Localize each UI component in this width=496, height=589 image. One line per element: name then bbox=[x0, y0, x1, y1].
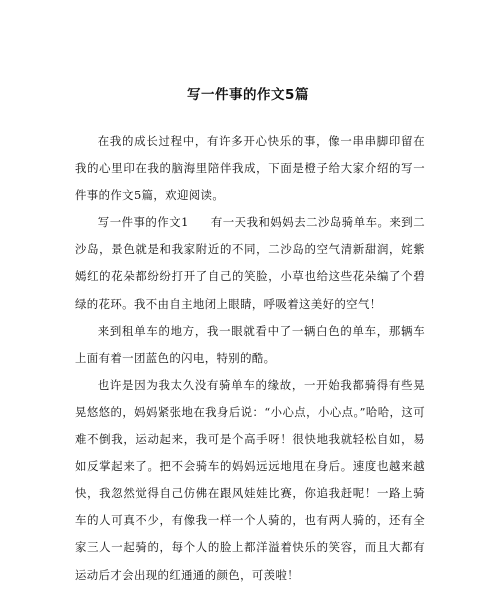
essay-1-paragraph-2: 来到租单车的地方，我一眼就看中了一辆白色的单车，那辆车上面有着一团蓝色的闪电，特别的酷。 bbox=[75, 323, 425, 365]
essay-1-paragraph-1-text: 有一天我和妈妈去二沙岛骑单车。来到二沙岛，景色就是和我家附近的不同，二沙岛的空气清新甜润，姹紫嫣红的花朵都纷纷打开了自己的笑脸，小草也给这些花朵编了个碧绿的花环。我不由自主地闭上眼睛，呼吸着这美好的空气！ bbox=[75, 215, 426, 311]
essay-label: 写一件事的作文1 bbox=[97, 215, 189, 230]
document-body bbox=[75, 128, 425, 589]
essay-1-paragraph-1 bbox=[75, 209, 425, 317]
intro-paragraph: 在我的成长过程中，有许多开心快乐的事，像一串串脚印留在我的心里印在我的脑海里陪伴我成，下面是橙子给大家介绍的写一件事的作文5篇，欢迎阅读。 bbox=[75, 134, 425, 203]
essay-1-paragraph-3: 也许是因为我太久没有骑单车的缘故，一开始我都骑得有些晃晃悠悠的，妈妈紧张地在我身后说：“小心点，小心点。”哈哈，这可难不倒我，运动起来，我可是个高手呀！很快地我就轻松自如，易如反掌起来了。把不会骑车的妈妈远远地甩在身后。速度也越来越快，我忽然觉得自己仿佛在跟风娃娃比赛，你追我赶呢！一路上骑车的人可真不少，有像我一样一个人骑的，也有两人骑的，还有全家三人一起骑的，每个人的脸上都洋溢着快乐的笑容，而且大都有运动后才会出现的红通通的颜色，可羡啦！ bbox=[75, 377, 425, 582]
document-title: 写一件事的作文5篇 bbox=[187, 87, 309, 103]
